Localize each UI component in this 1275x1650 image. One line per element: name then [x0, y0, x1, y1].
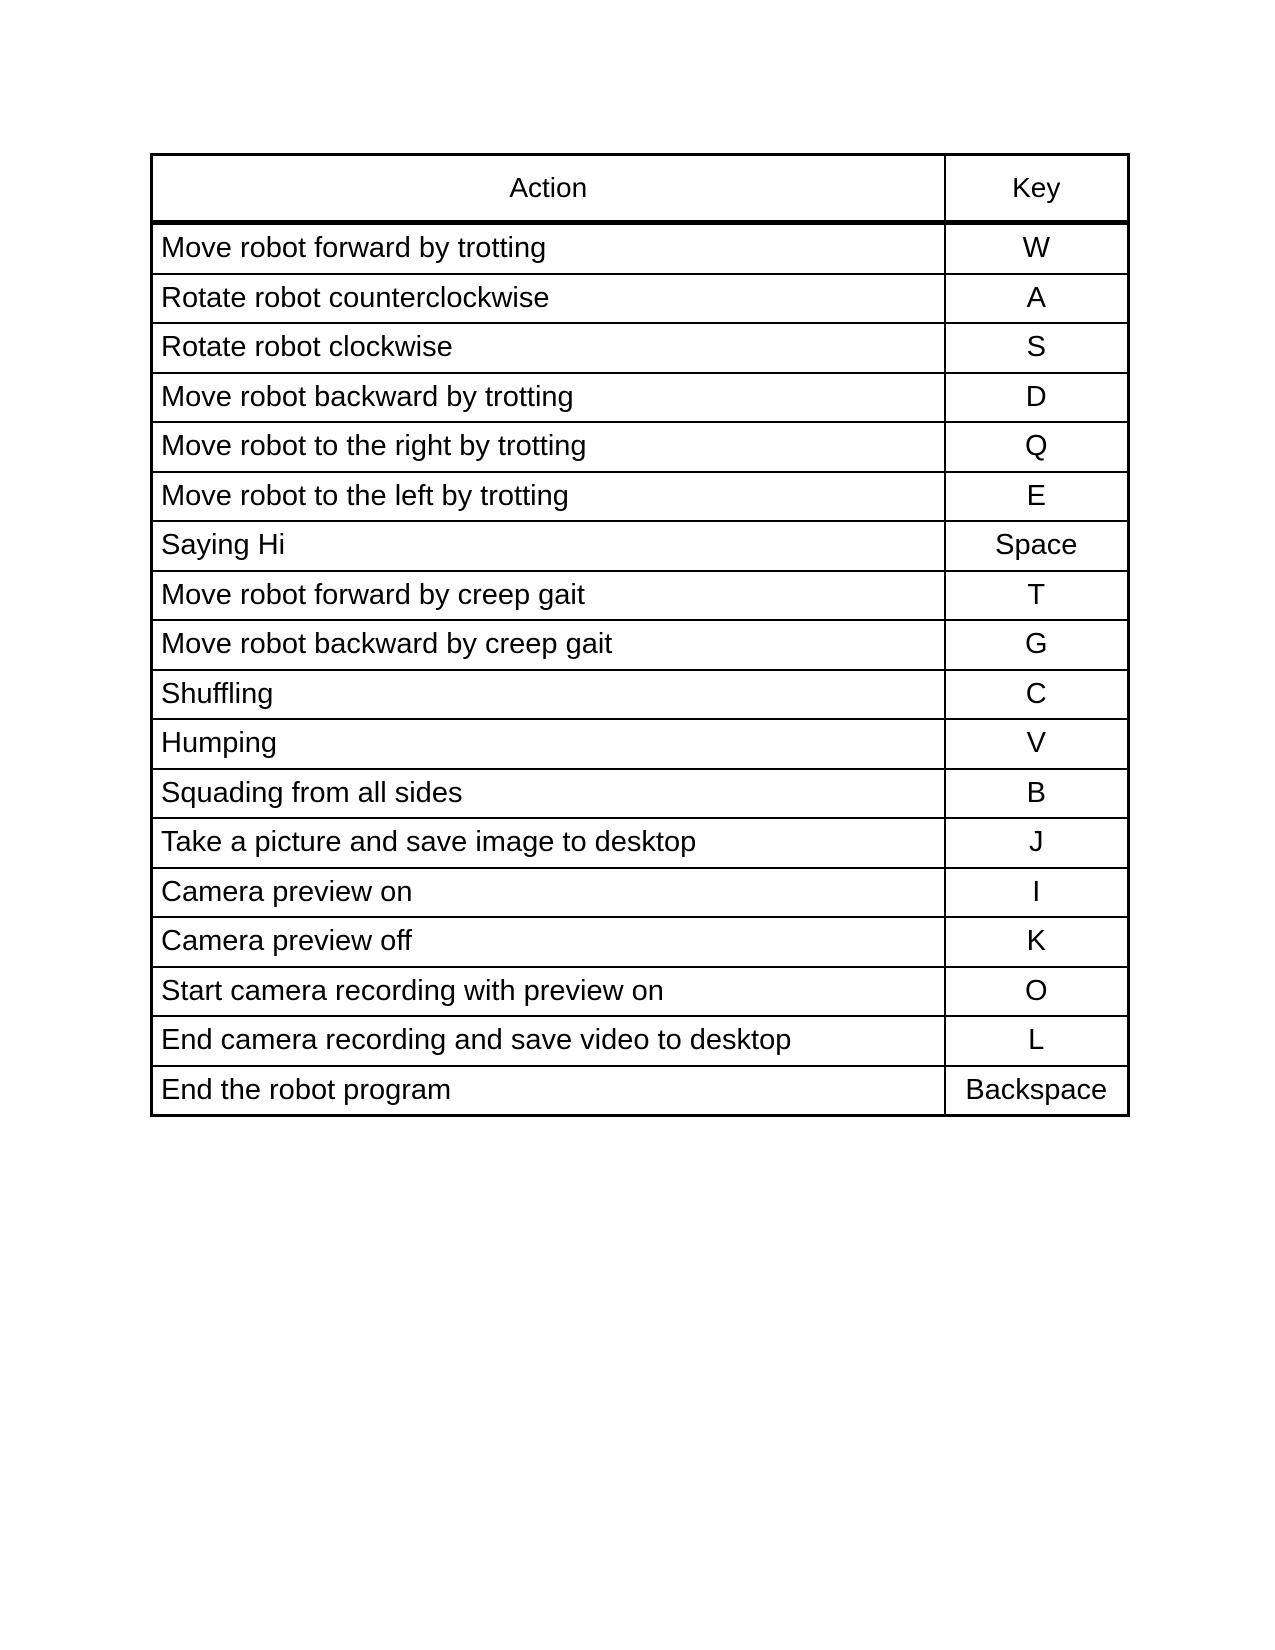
table-header [152, 155, 1129, 223]
table-row [152, 769, 1129, 819]
table-body [152, 223, 1129, 1116]
table-row [152, 917, 1129, 967]
action-cell: Start camera recording with preview on [152, 967, 945, 1017]
action-cell: End camera recording and save video to desktop [152, 1016, 945, 1066]
key-cell: V [945, 719, 1129, 769]
key-cell: O [945, 967, 1129, 1017]
table-row [152, 223, 1129, 274]
action-cell: Rotate robot counterclockwise [152, 274, 945, 324]
key-cell: I [945, 868, 1129, 918]
action-cell: End the robot program [152, 1066, 945, 1116]
key-cell: D [945, 373, 1129, 423]
action-cell: Move robot to the left by trotting [152, 472, 945, 522]
key-cell: G [945, 620, 1129, 670]
key-cell: K [945, 917, 1129, 967]
table-row [152, 274, 1129, 324]
table-row [152, 1016, 1129, 1066]
table-row [152, 967, 1129, 1017]
header-row [152, 155, 1129, 223]
key-cell: Space [945, 521, 1129, 571]
action-cell: Move robot backward by trotting [152, 373, 945, 423]
table-row [152, 868, 1129, 918]
action-cell: Shuffling [152, 670, 945, 720]
key-cell: T [945, 571, 1129, 621]
key-cell: W [945, 223, 1129, 274]
key-cell: Backspace [945, 1066, 1129, 1116]
action-cell: Saying Hi [152, 521, 945, 571]
table-row [152, 620, 1129, 670]
action-cell: Take a picture and save image to desktop [152, 818, 945, 868]
key-cell: L [945, 1016, 1129, 1066]
action-cell: Move robot forward by creep gait [152, 571, 945, 621]
table-row [152, 670, 1129, 720]
key-cell: E [945, 472, 1129, 522]
table-row [152, 571, 1129, 621]
action-cell: Camera preview on [152, 868, 945, 918]
key-cell: B [945, 769, 1129, 819]
table-row [152, 422, 1129, 472]
action-cell: Humping [152, 719, 945, 769]
table-row [152, 323, 1129, 373]
action-cell: Move robot to the right by trotting [152, 422, 945, 472]
table-row [152, 373, 1129, 423]
key-mapping-table [150, 153, 1130, 1117]
table-row [152, 818, 1129, 868]
table-row [152, 719, 1129, 769]
key-cell: C [945, 670, 1129, 720]
key-cell: S [945, 323, 1129, 373]
key-cell: Q [945, 422, 1129, 472]
column-header-action: Action [152, 155, 945, 223]
key-cell: J [945, 818, 1129, 868]
table-row [152, 521, 1129, 571]
table-row [152, 1066, 1129, 1116]
action-cell: Camera preview off [152, 917, 945, 967]
column-header-key: Key [945, 155, 1129, 223]
action-cell: Move robot backward by creep gait [152, 620, 945, 670]
table-row [152, 472, 1129, 522]
action-cell: Move robot forward by trotting [152, 223, 945, 274]
action-cell: Squading from all sides [152, 769, 945, 819]
action-cell: Rotate robot clockwise [152, 323, 945, 373]
key-cell: A [945, 274, 1129, 324]
